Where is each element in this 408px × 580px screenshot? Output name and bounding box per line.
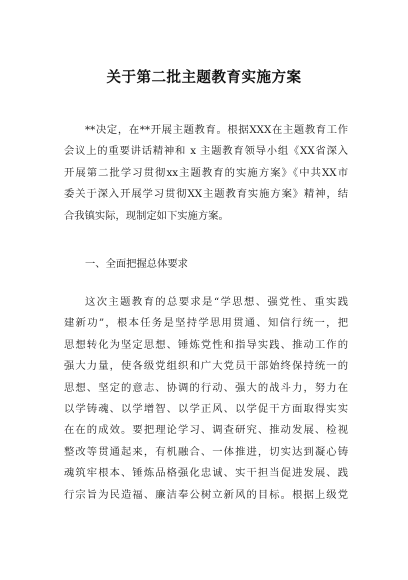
paragraph-line: 以学铸魂、以学增智、以学正风、以学促干方面取得实实 [64,402,348,415]
document-title: 关于第二批主题教育实施方案 [106,70,302,86]
intro-paragraph [64,120,348,227]
paragraph-line: 开展第二批学习贯彻xx主题教育的实施方案》《中共XX市 [64,166,348,179]
paragraph-line: 在在的成效。要把理论学习、调查研究、推动发展、检视 [64,424,348,437]
paragraph-line: 魂筑牢根本、锤炼品格强化忠诚、实干担当促进发展、践 [64,467,348,480]
paragraph-line: 思想转化为坚定思想、锤炼党性和指导实践、推动工作的 [64,338,348,351]
paragraph-line: 强大力量，使各级党组织和广大党员干部始终保持统一的 [64,360,348,373]
paragraph-line: 行宗旨为民造福、廉洁奉公树立新风的目标。根据上级党 [64,488,348,501]
section-paragraph [64,292,348,506]
paragraph-line: 委关于深入开展学习贯彻XX主题教育实施方案》精神，结 [64,188,348,201]
paragraph-line: 整改等贯通起来，有机融合、一体推进，切实达到凝心铸 [64,445,348,458]
section-heading: 一、全面把握总体要求 [85,258,188,270]
paragraph-line: 思想、坚定的意志、协调的行动、强大的战斗力，努力在 [64,381,348,394]
paragraph-line: 建新功”，根本任务是坚持学思用贯通、知信行统一，把 [64,317,348,330]
paragraph-line: 这次主题教育的总要求是“学思想、强党性、重实践 [85,296,348,308]
paragraph-line: 会议上的重要讲话精神和 x 主题教育领导小组《XX省深入 [64,145,348,158]
paragraph-line: 合我镇实际，现制定如下实施方案。 [64,209,229,222]
paragraph-line: **决定，在**开展主题教育。根据XXX在主题教育工作 [85,124,348,136]
